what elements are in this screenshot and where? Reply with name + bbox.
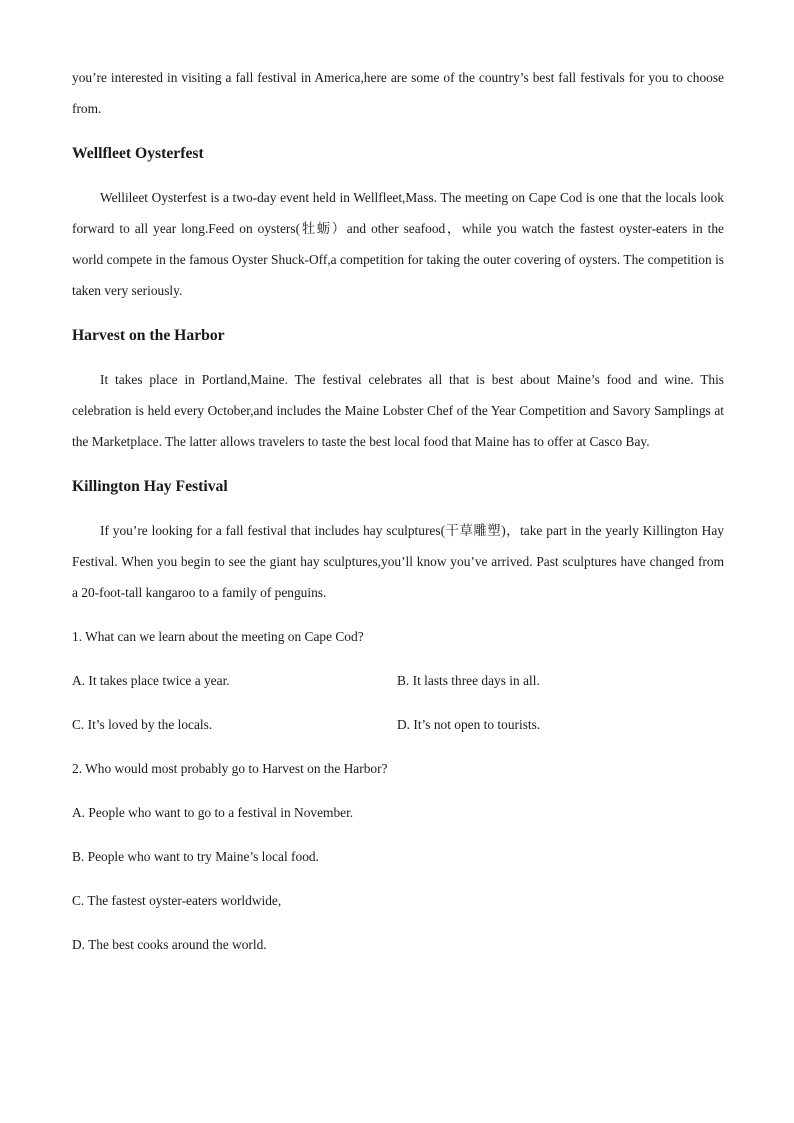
section-heading-killington: Killington Hay Festival xyxy=(72,478,228,495)
section-body-killington: If you’re looking for a fall festival that includes hay sculptures(干草雕塑)，take part in the yearly Killington Hay Festival. When you begin to see the giant hay sculptures,you’ll know you’ve arrived. Past sculptures have changed from a 20-foot-tall kangaroo to a family of penguins. xyxy=(72,523,724,600)
section-body-harvest: It takes place in Portland,Maine. The festival celebrates all that is best about Maine’s food and wine. This celebration is held every October,and includes the Maine Lobster Chef of the Year Competition and Savory Samplings at the Marketplace. The latter allows travelers to taste the best local food that Maine has to offer at Casco Bay. xyxy=(72,372,724,449)
question-2-option-a: A. People who want to go to a festival in November. xyxy=(72,805,354,820)
question-2-option-d: D. The best cooks around the world. xyxy=(72,937,267,952)
section-heading-harvest: Harvest on the Harbor xyxy=(72,327,225,344)
question-2-option-b: B. People who want to try Maine’s local food. xyxy=(72,849,319,864)
section-heading-wellfleet: Wellfleet Oysterfest xyxy=(72,145,204,162)
question-2-stem: 2. Who would most probably go to Harvest on the Harbor? xyxy=(72,761,388,776)
section-body-wellfleet: Wellileet Oysterfest is a two-day event held in Wellfleet,Mass. The meeting on Cape Cod is one that the locals look forward to all year long.Feed on oysters(牡蛎）and other seafood，while you watch the fastest oyster-eaters in the world compete in the famous Oyster Shuck-Off,a competition for taking the outer covering of oysters. The competition is taken very seriously. xyxy=(72,190,724,298)
question-1-options-row-1 xyxy=(72,665,724,696)
question-1-option-b: B. It lasts three days in all. xyxy=(397,673,540,688)
question-2-option-c: C. The fastest oyster-eaters worldwide, xyxy=(72,893,282,908)
question-1-option-a: A. It takes place twice a year. xyxy=(72,673,230,688)
document-page xyxy=(72,62,724,973)
questions-block xyxy=(72,621,724,960)
intro-paragraph: you’re interested in visiting a fall festival in America,here are some of the country’s best fall festivals for you to choose from. xyxy=(72,70,724,116)
question-1-options-row-2 xyxy=(72,709,724,740)
question-1-stem: 1. What can we learn about the meeting on Cape Cod? xyxy=(72,629,364,644)
question-1-option-d: D. It’s not open to tourists. xyxy=(397,717,541,732)
question-1-option-c: C. It’s loved by the locals. xyxy=(72,717,213,732)
